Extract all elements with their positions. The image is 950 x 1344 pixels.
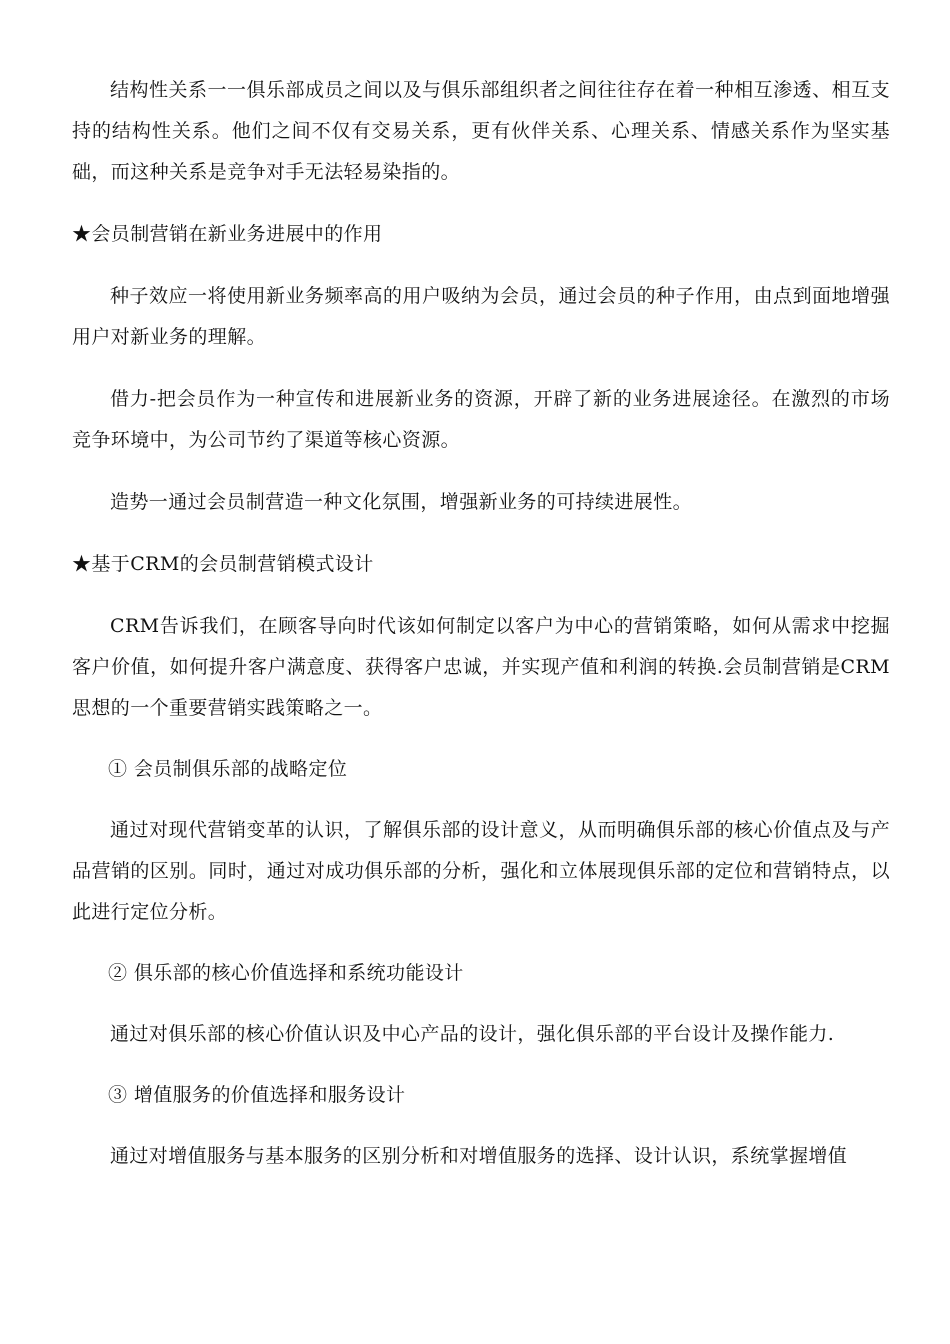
paragraph-seed-effect: 种子效应一将使用新业务频率高的用户吸纳为会员，通过会员的种子作用，由点到面地增强用户对新业务的理解。: [72, 285, 890, 348]
paragraph-momentum: 造势一通过会员制营造一种文化氛围，增强新业务的可持续进展性。: [110, 491, 693, 513]
section-heading-crm-model-design: ★基于CRM的会员制营销模式设计: [72, 553, 374, 575]
section-heading-role-in-new-business: ★会员制营销在新业务进展中的作用: [72, 223, 383, 245]
subheading-strategic-positioning: ① 会员制俱乐部的战略定位: [108, 758, 348, 780]
paragraph-positioning-analysis: 通过对现代营销变革的认识，了解俱乐部的设计意义，从而明确俱乐部的核心价值点及与产品营销的区别。同时，通过对成功俱乐部的分析，强化和立体展现俱乐部的定位和营销特点，以此进行定位分析。: [72, 819, 890, 923]
paragraph-core-value-design: 通过对俱乐部的核心价值认识及中心产品的设计，强化俱乐部的平台设计及操作能力.: [110, 1023, 835, 1045]
subheading-value-added-services: ③ 增值服务的价值选择和服务设计: [108, 1084, 406, 1106]
document-body: [72, 70, 890, 1177]
subheading-core-value-system-design: ② 俱乐部的核心价值选择和系统功能设计: [108, 962, 464, 984]
paragraph-value-added-analysis: 通过对增值服务与基本服务的区别分析和对增值服务的选择、设计认识，系统掌握增值: [110, 1145, 848, 1167]
paragraph-structural-relationship: 结构性关系一一俱乐部成员之间以及与俱乐部组织者之间往往存在着一种相互渗透、相互支持的结构性关系。他们之间不仅有交易关系，更有伙伴关系、心理关系、情感关系作为坚实基础，而这种关系是竞争对手无法轻易染指的。: [72, 79, 890, 183]
paragraph-crm-intro: CRM告诉我们，在顾客导向时代该如何制定以客户为中心的营销策略，如何从需求中挖掘客户价值，如何提升客户满意度、获得客户忠诚，并实现产值和利润的转换.会员制营销是CRM思想的一个重要营销实践策略之一。: [72, 615, 890, 719]
paragraph-leverage: 借力-把会员作为一种宣传和进展新业务的资源，开辟了新的业务进展途径。在激烈的市场竞争环境中，为公司节约了渠道等核心资源。: [72, 388, 890, 451]
